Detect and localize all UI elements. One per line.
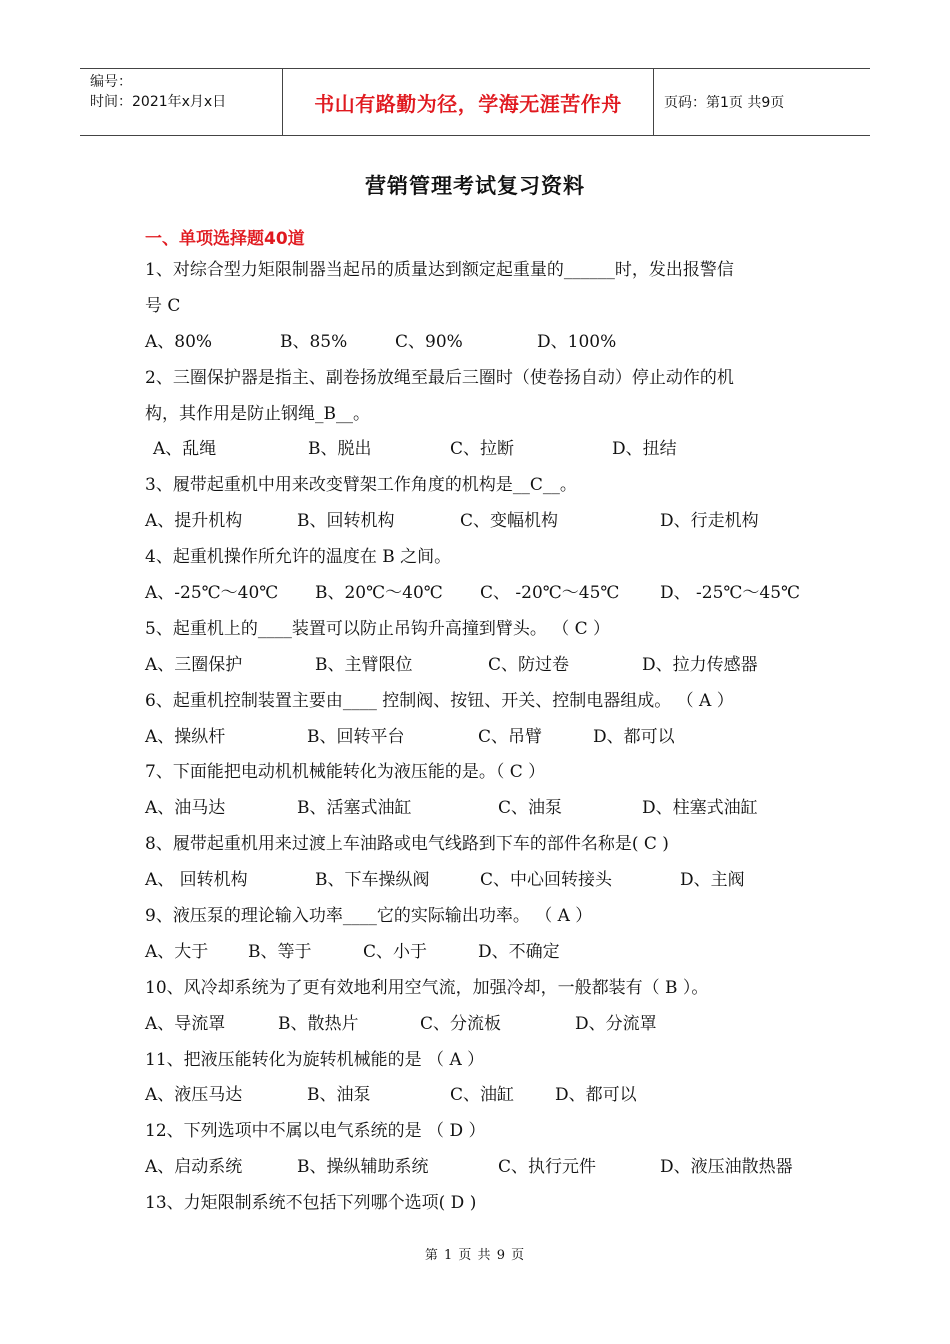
answer-option: A、油马达 — [145, 798, 226, 819]
question-text: 6、起重机控制装置主要由____ 控制阀、按钮、开关、控制电器组成。 （ A ） — [145, 690, 734, 711]
answer-option: B、油泵 — [307, 1085, 371, 1106]
answer-option: C、 -20℃～45℃ — [480, 583, 620, 604]
answer-option: B、回转机构 — [297, 511, 395, 532]
question-text: 3、履带起重机中用来改变臂架工作角度的机构是__C__。 — [145, 475, 577, 496]
question-text: 9、液压泵的理论输入功率____它的实际输出功率。 （ A ） — [145, 906, 593, 927]
answer-option: C、吊臂 — [478, 726, 543, 747]
answer-option: A、三圈保护 — [145, 654, 243, 675]
option-row — [145, 863, 815, 899]
answer-option: B、下车操纵阀 — [315, 870, 430, 891]
answer-option: C、分流板 — [420, 1013, 502, 1034]
question-list — [145, 253, 815, 1222]
answer-option: D、都可以 — [593, 726, 675, 747]
answer-option: C、变幅机构 — [460, 511, 559, 532]
answer-option: B、85% — [280, 331, 348, 352]
option-row — [145, 504, 815, 540]
answer-option: D、柱塞式油缸 — [642, 798, 758, 819]
header-table — [80, 68, 870, 136]
option-row — [145, 720, 815, 756]
question-text: 1、对综合型力矩限制器当起吊的质量达到额定起重量的______时，发出报警信 — [145, 260, 734, 280]
answer-option: A、 回转机构 — [145, 870, 248, 891]
answer-option: A、大于 — [145, 941, 209, 962]
motto: 书山有路勤为径，学海无涯苦作舟 — [314, 91, 622, 116]
question-text: 构，其作用是防止钢绳_B__。 — [145, 403, 370, 424]
question-text: 7、下面能把电动机机械能转化为液压能的是。（ C ） — [145, 762, 546, 783]
answer-option: B、主臂限位 — [315, 654, 413, 675]
answer-option: A、启动系统 — [145, 1157, 243, 1178]
answer-option: C、90% — [395, 331, 463, 352]
answer-option: A、操纵杆 — [145, 726, 226, 747]
answer-option: B、脱出 — [308, 439, 372, 460]
question-text: 2、三圈保护器是指主、副卷扬放绳至最后三圈时（使卷扬自动）停止动作的机 — [145, 367, 734, 388]
answer-option: A、提升机构 — [145, 511, 243, 532]
option-row — [145, 325, 815, 361]
answer-option: B、散热片 — [278, 1013, 359, 1034]
question-text: 号 C — [145, 295, 181, 316]
option-row — [145, 935, 815, 971]
question-text: 4、起重机操作所允许的温度在 B 之间。 — [145, 547, 452, 568]
answer-option: D、行走机构 — [660, 511, 759, 532]
answer-option: C、油缸 — [450, 1085, 515, 1106]
option-row — [145, 432, 815, 468]
question-text: 5、起重机上的____装置可以防止吊钩升高撞到臂头。 （ C ） — [145, 618, 611, 639]
answer-option: A、80% — [145, 331, 213, 352]
document-title: 营销管理考试复习资料 — [365, 174, 585, 198]
answer-option: A、导流罩 — [145, 1013, 226, 1034]
question-text: 10、风冷却系统为了更有效地利用空气流，加强冷却，一般都装有（ B ）。 — [145, 977, 709, 998]
answer-option: C、执行元件 — [498, 1157, 597, 1178]
answer-option: D、不确定 — [478, 941, 560, 962]
option-row — [145, 1007, 815, 1043]
header-motto-cell — [282, 69, 654, 135]
option-row — [145, 648, 815, 684]
page-info: 页码：第1页 共9页 — [664, 95, 785, 111]
answer-option: D、液压油散热器 — [660, 1157, 793, 1178]
option-row — [145, 576, 815, 612]
answer-option: A、-25℃～40℃ — [145, 583, 279, 604]
answer-option: C、防过卷 — [488, 654, 570, 675]
question-text: 8、履带起重机用来过渡上车油路或电气线路到下车的部件名称是( C ) — [145, 834, 669, 855]
section-title: 一、单项选择题40道 — [145, 229, 305, 249]
answer-option: B、回转平台 — [307, 726, 405, 747]
option-row — [145, 1078, 815, 1114]
question-text: 11、把液压能转化为旋转机械能的是 （ A ） — [145, 1049, 485, 1070]
answer-option: C、拉断 — [450, 439, 515, 460]
answer-option: B、20℃～40℃ — [315, 583, 443, 604]
header-meta-cell — [80, 69, 282, 135]
answer-option: D、分流罩 — [575, 1013, 657, 1034]
answer-option: D、扭结 — [612, 439, 677, 460]
answer-option: D、 -25℃～45℃ — [660, 583, 801, 604]
answer-option: C、中心回转接头 — [480, 870, 613, 891]
answer-option: D、拉力传感器 — [642, 654, 758, 675]
option-row — [145, 791, 815, 827]
answer-option: C、小于 — [363, 941, 428, 962]
answer-option: B、操纵辅助系统 — [297, 1157, 429, 1178]
number-label: 编号： — [90, 74, 132, 90]
answer-option: A、乱绳 — [153, 439, 217, 460]
option-row — [145, 1150, 815, 1186]
answer-option: D、主阀 — [680, 870, 745, 891]
question-text: 13、力矩限制系统不包括下列哪个选项( D ) — [145, 1193, 477, 1214]
page-footer: 第 1 页 共 9 页 — [424, 1248, 526, 1263]
answer-option: D、100% — [537, 331, 617, 352]
question-text: 12、下列选项中不属以电气系统的是 （ D ） — [145, 1121, 486, 1142]
answer-option: C、油泵 — [498, 798, 563, 819]
time-label: 时间：2021年x月x日 — [90, 94, 227, 110]
answer-option: B、活塞式油缸 — [297, 798, 412, 819]
answer-option: B、等于 — [248, 941, 312, 962]
answer-option: D、都可以 — [555, 1085, 637, 1106]
answer-option: A、液压马达 — [145, 1085, 243, 1106]
header-page-cell — [654, 69, 870, 135]
